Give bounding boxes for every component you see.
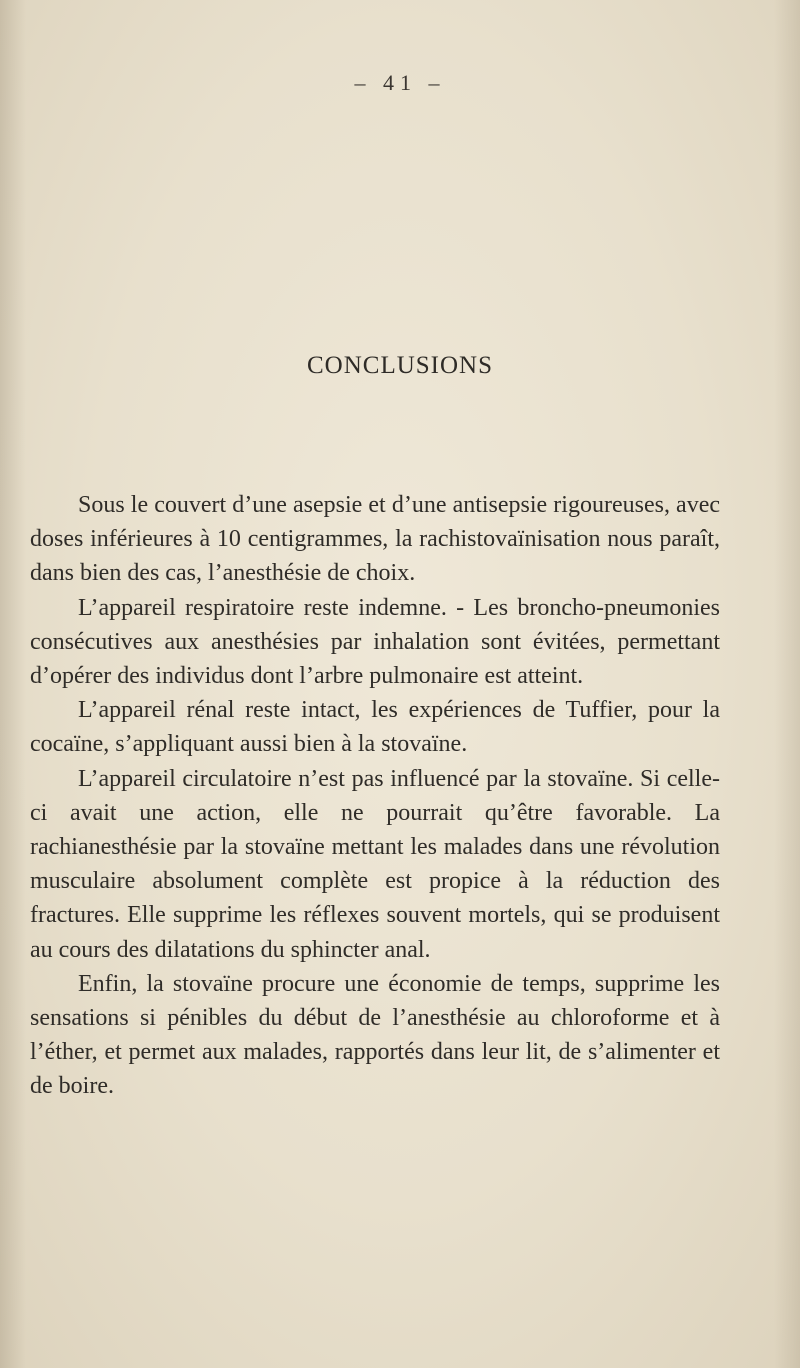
page-number: – 41 – bbox=[354, 70, 446, 95]
page-edge-shadow-left bbox=[0, 0, 26, 1368]
page-edge-shadow-right bbox=[774, 0, 800, 1368]
paragraph-conclusion: Enfin, la stovaïne procure une économie de temps, supprime les sensations si pénibles du début de l’anesthésie au chloroforme et à l’éther, et permet aux malades, rapportés dans leur lit, de s’alimenter et de boire. bbox=[30, 970, 720, 1100]
paragraph-asepsis: Sous le couvert d’une asepsie et d’une antisepsie rigoureuses, avec doses inférieures à 10 centigrammes, la rachistovaïnisation nous paraît, dans bien des cas, l’anesthésie de choix. bbox=[30, 492, 720, 587]
section-heading: CONCLUSIONS bbox=[306, 352, 494, 379]
paragraph-circulatory: L’appareil circulatoire n’est pas influencé par la stovaïne. Si celle-ci avait une action, elle ne pourrait qu’être favorable. La rachianesthésie par la stovaïne mettant les malades dans une révolution musculaire absolument complète est propice à la réduction des fractures. Elle supprime les réflexes souvent mortels, qui se produisent au cours des dilatations du sphincter anal. bbox=[30, 765, 720, 963]
body-text bbox=[30, 488, 720, 1104]
paragraph-renal: L’appareil rénal reste intact, les expériences de Tuffier, pour la cocaïne, s’appliquant aussi bien à la stovaïne. bbox=[30, 697, 720, 758]
paragraph-respiratory: L’appareil respiratoire reste indemne. - Les broncho-pneumonies consécutives aux anesthésies par inhalation sont évitées, permettant d’opérer des individus dont l’arbre pulmonaire est atteint. bbox=[30, 594, 720, 690]
